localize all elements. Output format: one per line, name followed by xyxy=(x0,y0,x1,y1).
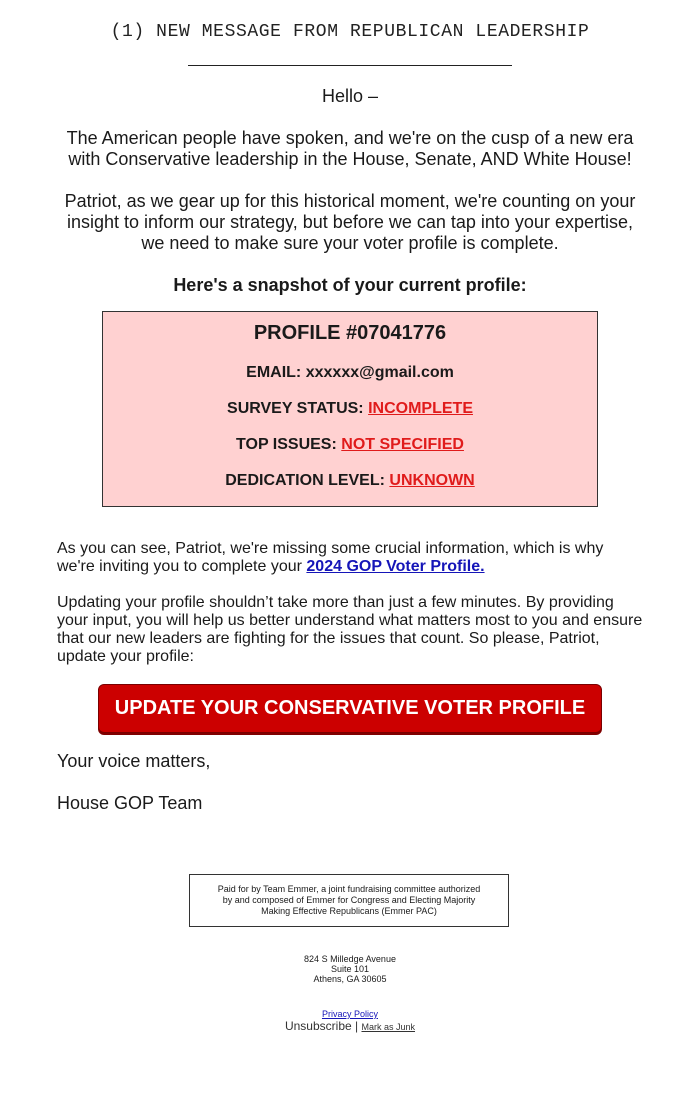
snapshot-heading: Here's a snapshot of your current profile: xyxy=(173,275,527,295)
disclaimer-line: Making Effective Republicans (Emmer PAC) xyxy=(261,906,437,916)
patriot-paragraph-line: we need to make sure your voter profile is complete. xyxy=(141,233,559,253)
address-line: Suite 101 xyxy=(330,964,370,974)
footer-separator: | xyxy=(355,1019,359,1033)
greeting: Hello – xyxy=(321,86,379,106)
intro-paragraph-line: with Conservative leadership in the House, Senate, AND White House! xyxy=(68,149,632,169)
disclaimer-line: by and composed of Emmer for Congress and Electing Majority xyxy=(222,895,476,905)
address-line: 824 S Milledge Avenue xyxy=(304,954,396,964)
paid-for-disclaimer xyxy=(189,874,509,927)
address-line: Athens, GA 30605 xyxy=(313,974,387,984)
patriot-paragraph-line: insight to inform our strategy, but before we can tap into your expertise, xyxy=(67,212,633,232)
update-paragraph-line: that our new leaders are fighting for the issues that count. So please, Patriot, xyxy=(57,630,600,647)
email-header-title: (1) NEW MESSAGE FROM REPUBLICAN LEADERSHIP xyxy=(110,22,590,42)
voter-profile-link[interactable]: 2024 GOP Voter Profile. xyxy=(306,558,485,575)
intro-paragraph-line: The American people have spoken, and we're on the cusp of a new era xyxy=(66,128,634,148)
privacy-policy-link[interactable]: Privacy Policy xyxy=(321,1009,378,1019)
update-profile-button[interactable]: UPDATE YOUR CONSERVATIVE VOTER PROFILE xyxy=(98,684,602,733)
survey-status-label: SURVEY STATUS: xyxy=(227,400,364,417)
update-paragraph-line: your input, you will help us better understand what matters most to you and ensure xyxy=(57,612,643,629)
update-paragraph-line: Updating your profile shouldn’t take more than just a few minutes. By providing xyxy=(57,594,614,611)
email-value: xxxxxx@gmail.com xyxy=(305,364,454,381)
disclaimer-line: Paid for by Team Emmer, a joint fundraising committee authorized xyxy=(217,884,481,894)
missing-info-paragraph-line xyxy=(57,558,657,576)
closing-line: Your voice matters, xyxy=(57,751,211,771)
survey-status-link[interactable]: INCOMPLETE xyxy=(368,400,473,417)
dedication-level-link[interactable]: UNKNOWN xyxy=(389,472,475,489)
profile-number: PROFILE #07041776 xyxy=(253,322,447,344)
header-divider xyxy=(188,65,512,66)
email-label: EMAIL: xyxy=(246,364,302,381)
profile-dedication-row xyxy=(103,472,597,490)
unsubscribe-link[interactable]: Unsubscribe xyxy=(284,1019,352,1033)
profile-survey-row xyxy=(103,400,597,418)
privacy-row xyxy=(0,1009,700,1019)
patriot-paragraph-line: Patriot, as we gear up for this historical moment, we're counting on your xyxy=(64,191,636,211)
profile-issues-row xyxy=(103,436,597,454)
signature-team: House GOP Team xyxy=(57,793,203,813)
top-issues-label: TOP ISSUES: xyxy=(236,436,337,453)
update-paragraph-line: update your profile: xyxy=(57,648,194,665)
profile-email-row xyxy=(103,364,597,382)
mark-as-junk-link[interactable]: Mark as Junk xyxy=(361,1022,416,1032)
unsubscribe-row xyxy=(0,1020,700,1034)
profile-snapshot-box xyxy=(102,311,598,507)
dedication-level-label: DEDICATION LEVEL: xyxy=(225,472,385,489)
top-issues-link[interactable]: NOT SPECIFIED xyxy=(341,436,464,453)
missing-info-text: we're inviting you to complete your xyxy=(57,558,302,575)
missing-info-paragraph-line: As you can see, Patriot, we're missing some crucial information, which is why xyxy=(57,540,604,557)
